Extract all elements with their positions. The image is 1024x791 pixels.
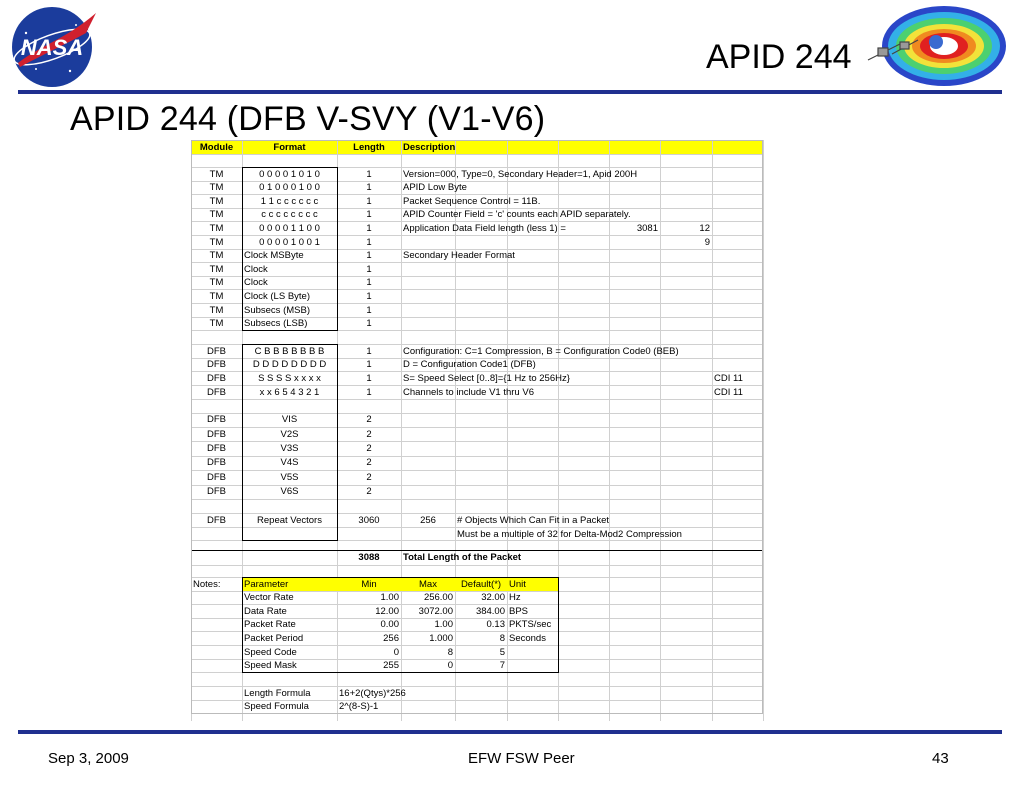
param-min: 12.00 xyxy=(375,605,399,617)
param-unit: Seconds xyxy=(509,632,546,644)
description-cell: S= Speed Select [0..8]={1 Hz to 256Hz} xyxy=(403,372,570,384)
module-cell: TM xyxy=(209,250,224,262)
packet-format-table xyxy=(191,140,763,721)
param-name: Packet Period xyxy=(244,632,304,644)
module-cell: TM xyxy=(209,222,224,234)
format-cell: V6S xyxy=(280,486,299,498)
module-cell: DFB xyxy=(207,372,226,384)
format-cell: Repeat Vectors xyxy=(257,514,322,526)
format-cell: V3S xyxy=(280,442,299,454)
module-cell: DFB xyxy=(207,514,226,526)
module-cell: TM xyxy=(209,236,224,248)
module-cell: DFB xyxy=(207,442,226,454)
notes-label: Notes: xyxy=(193,578,221,590)
param-column-header: Min xyxy=(361,578,377,590)
footer-date: Sep 3, 2009 xyxy=(48,750,129,767)
length-cell: 1 xyxy=(366,372,372,384)
format-cell: 0 0 0 0 1 0 1 0 xyxy=(259,168,320,180)
param-default: 0.13 xyxy=(486,619,505,631)
param-name: Data Rate xyxy=(244,605,287,617)
length-cell: 2 xyxy=(366,428,372,440)
module-cell: TM xyxy=(209,304,224,316)
module-cell: TM xyxy=(209,209,224,221)
param-default: 32.00 xyxy=(481,592,505,604)
nasa-logo-text: NASA xyxy=(20,35,84,60)
description-cell: Configuration: C=1 Compression, B = Configuration Code0 (BEB) xyxy=(403,345,679,357)
format-cell: 1 1 c c c c c c xyxy=(260,195,319,207)
param-default: 8 xyxy=(499,632,505,644)
format-cell: Clock xyxy=(244,263,268,275)
module-cell: DFB xyxy=(207,386,226,398)
param-min: 255 xyxy=(383,660,399,672)
module-cell: DFB xyxy=(207,359,226,371)
param-column-header: Parameter xyxy=(244,578,289,590)
format-cell: V4S xyxy=(280,457,299,469)
length-cell: 2 xyxy=(366,442,372,454)
module-cell: DFB xyxy=(207,471,226,483)
length-cell: 1 xyxy=(366,263,372,275)
param-max: 256.00 xyxy=(423,592,453,604)
param-max: 0 xyxy=(447,660,453,672)
param-unit: BPS xyxy=(509,605,529,617)
module-cell: DFB xyxy=(207,414,226,426)
sheet-border xyxy=(191,140,763,714)
description-cell: # Objects Which Can Fit in a Packet xyxy=(457,514,610,526)
slide-subtitle: APID 244 (DFB V-SVY (V1-V6) xyxy=(70,100,546,138)
description-cell: Version=000, Type=0, Secondary Header=1, Apid 200H xyxy=(403,168,638,180)
param-default: 5 xyxy=(499,646,505,658)
module-cell: TM xyxy=(209,168,224,180)
radiation-belts-image xyxy=(862,2,1010,90)
note-cell: CDI 11 xyxy=(714,386,743,398)
length-cell: 2 xyxy=(366,457,372,469)
description-cell: Channels to include V1 thru V6 xyxy=(403,386,534,398)
param-min: 256 xyxy=(383,632,399,644)
description-cell: D = Configuration Code1 (DFB) xyxy=(403,359,536,371)
table-column-header: Description xyxy=(403,142,456,153)
format-cell: Clock MSByte xyxy=(244,250,304,262)
module-cell: DFB xyxy=(207,428,226,440)
length-cell: 1 xyxy=(366,182,372,194)
param-default: 7 xyxy=(499,660,505,672)
footer-page-number: 43 xyxy=(932,750,949,767)
description-cell: APID Low Byte xyxy=(403,182,467,194)
format-cell: C B B B B B B B xyxy=(254,345,325,357)
count-cell: 256 xyxy=(420,514,436,526)
description-cell: Packet Sequence Control = 11B. xyxy=(403,195,541,207)
formula-value: 16+2(Qtys)*256 xyxy=(339,687,406,699)
value-cell: 12 xyxy=(699,222,710,234)
length-cell: 1 xyxy=(366,195,372,207)
module-cell: TM xyxy=(209,263,224,275)
format-cell: S S S S x x x x xyxy=(258,372,321,384)
length-cell: 2 xyxy=(366,486,372,498)
module-cell: TM xyxy=(209,182,224,194)
description-cell: Secondary Header Format xyxy=(403,250,515,262)
module-cell: TM xyxy=(209,195,224,207)
footer-rule xyxy=(18,730,1002,734)
slide-title: APID 244 xyxy=(706,38,852,76)
value-cell: 9 xyxy=(704,236,710,248)
length-cell: 1 xyxy=(366,318,372,330)
module-cell: TM xyxy=(209,318,224,330)
param-min: 0 xyxy=(393,646,399,658)
length-cell: 2 xyxy=(366,471,372,483)
format-cell: 0 0 0 0 1 1 0 0 xyxy=(259,222,320,234)
module-cell: TM xyxy=(209,277,224,289)
length-cell: 1 xyxy=(366,222,372,234)
param-column-header: Unit xyxy=(509,578,526,590)
format-cell: Clock xyxy=(244,277,268,289)
format-cell: Subsecs (MSB) xyxy=(244,304,310,316)
length-cell: 2 xyxy=(366,414,372,426)
total-value: 3088 xyxy=(358,551,380,563)
format-cell: x x 6 5 4 3 2 1 xyxy=(259,386,320,398)
header-rule xyxy=(18,90,1002,94)
param-max: 1.000 xyxy=(429,632,453,644)
format-cell: Subsecs (LSB) xyxy=(244,318,308,330)
module-cell: DFB xyxy=(207,486,226,498)
param-max: 1.00 xyxy=(434,619,453,631)
footer-center: EFW FSW Peer xyxy=(468,750,575,767)
format-cell: V5S xyxy=(280,471,299,483)
param-unit: PKTS/sec xyxy=(509,619,552,631)
description-cell: Must be a multiple of 32 for Delta-Mod2 Compression xyxy=(457,528,682,540)
param-column-header: Default(*) xyxy=(460,578,502,590)
note-cell: CDI 11 xyxy=(714,372,743,384)
param-name: Vector Rate xyxy=(244,592,294,604)
format-cell: Clock (LS Byte) xyxy=(244,290,310,302)
param-max: 3072.00 xyxy=(418,605,453,617)
nasa-logo xyxy=(6,3,98,89)
length-cell: 1 xyxy=(366,236,372,248)
length-cell: 1 xyxy=(366,304,372,316)
table-column-header: Module xyxy=(199,142,234,153)
param-name: Packet Rate xyxy=(244,619,296,631)
param-name: Speed Code xyxy=(244,646,297,658)
length-cell: 1 xyxy=(366,386,372,398)
length-cell: 1 xyxy=(366,168,372,180)
format-cell: V2S xyxy=(280,428,299,440)
description-cell: Application Data Field length (less 1) = xyxy=(403,222,566,234)
total-label: Total Length of the Packet xyxy=(403,551,522,563)
module-cell: TM xyxy=(209,290,224,302)
format-cell: c c c c c c c c xyxy=(261,209,318,221)
table-column-header: Format xyxy=(273,142,306,153)
value-cell: 3081 xyxy=(636,222,658,234)
length-cell: 1 xyxy=(366,250,372,262)
format-cell: D D D D D D D D xyxy=(252,359,327,371)
table-column-header: Length xyxy=(353,142,385,153)
length-cell: 1 xyxy=(366,277,372,289)
format-cell: 0 1 0 0 0 1 0 0 xyxy=(259,182,320,194)
length-cell: 1 xyxy=(366,345,372,357)
length-cell: 1 xyxy=(366,290,372,302)
description-cell: APID Counter Field = 'c' counts each APID separately. xyxy=(403,209,631,221)
param-min: 1.00 xyxy=(380,592,399,604)
param-min: 0.00 xyxy=(380,619,399,631)
param-unit: Hz xyxy=(509,592,521,604)
length-cell: 1 xyxy=(366,209,372,221)
grid-vline xyxy=(763,140,764,721)
param-max: 8 xyxy=(447,646,453,658)
format-cell: VIS xyxy=(281,414,298,426)
module-cell: DFB xyxy=(207,345,226,357)
param-default: 384.00 xyxy=(475,605,505,617)
format-cell: 0 0 0 0 1 0 0 1 xyxy=(259,236,320,248)
module-cell: DFB xyxy=(207,457,226,469)
length-cell: 1 xyxy=(366,359,372,371)
formula-label: Speed Formula xyxy=(244,701,309,713)
formula-value: 2^(8-S)-1 xyxy=(339,701,379,713)
length-cell: 3060 xyxy=(358,514,380,526)
param-name: Speed Mask xyxy=(244,660,297,672)
param-column-header: Max xyxy=(419,578,437,590)
formula-label: Length Formula xyxy=(244,687,311,699)
